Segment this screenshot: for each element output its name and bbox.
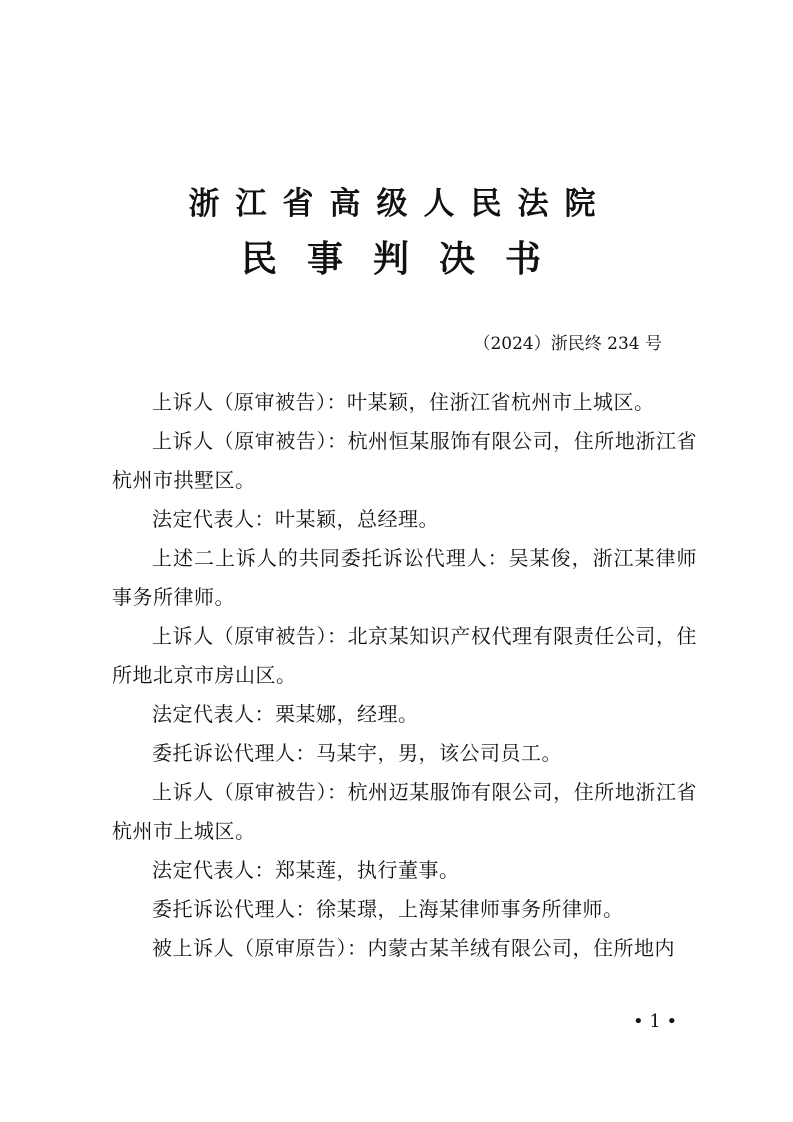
case-number: （2024）浙民终 234 号 [473,334,662,354]
party-paragraph: 上诉人（原审被告）：杭州迈某服饰有限公司，住所地浙江省杭州市上城区。 [112,780,697,843]
court-name-title: 浙江省高级人民法院 [188,186,612,222]
page-number: • 1 • [633,1011,678,1032]
document-type-title: 民事判决书 [240,238,571,280]
party-paragraph: 被上诉人（原审原告）：内蒙古某羊绒有限公司，住所地内 [152,936,675,960]
party-paragraph: 委托诉讼代理人：马某宇，男，该公司员工。 [152,741,562,765]
party-paragraph: 上述二上诉人的共同委托诉讼代理人：吴某俊，浙江某律师事务所律师。 [112,546,697,609]
party-paragraph: 法定代表人：栗某娜，经理。 [152,702,419,726]
party-paragraph: 上诉人（原审被告）：杭州恒某服饰有限公司，住所地浙江省杭州市拱墅区。 [112,429,697,492]
party-paragraph: 法定代表人：叶某颖，总经理。 [152,507,439,531]
party-paragraph: 委托诉讼代理人：徐某璟，上海某律师事务所律师。 [152,897,624,921]
judgment-body [112,383,697,968]
party-paragraph: 上诉人（原审被告）：叶某颖，住浙江省杭州市上城区。 [152,390,655,414]
party-paragraph: 上诉人（原审被告）：北京某知识产权代理有限责任公司，住所地北京市房山区。 [112,624,697,687]
party-paragraph: 法定代表人：郑某莲，执行董事。 [152,858,460,882]
